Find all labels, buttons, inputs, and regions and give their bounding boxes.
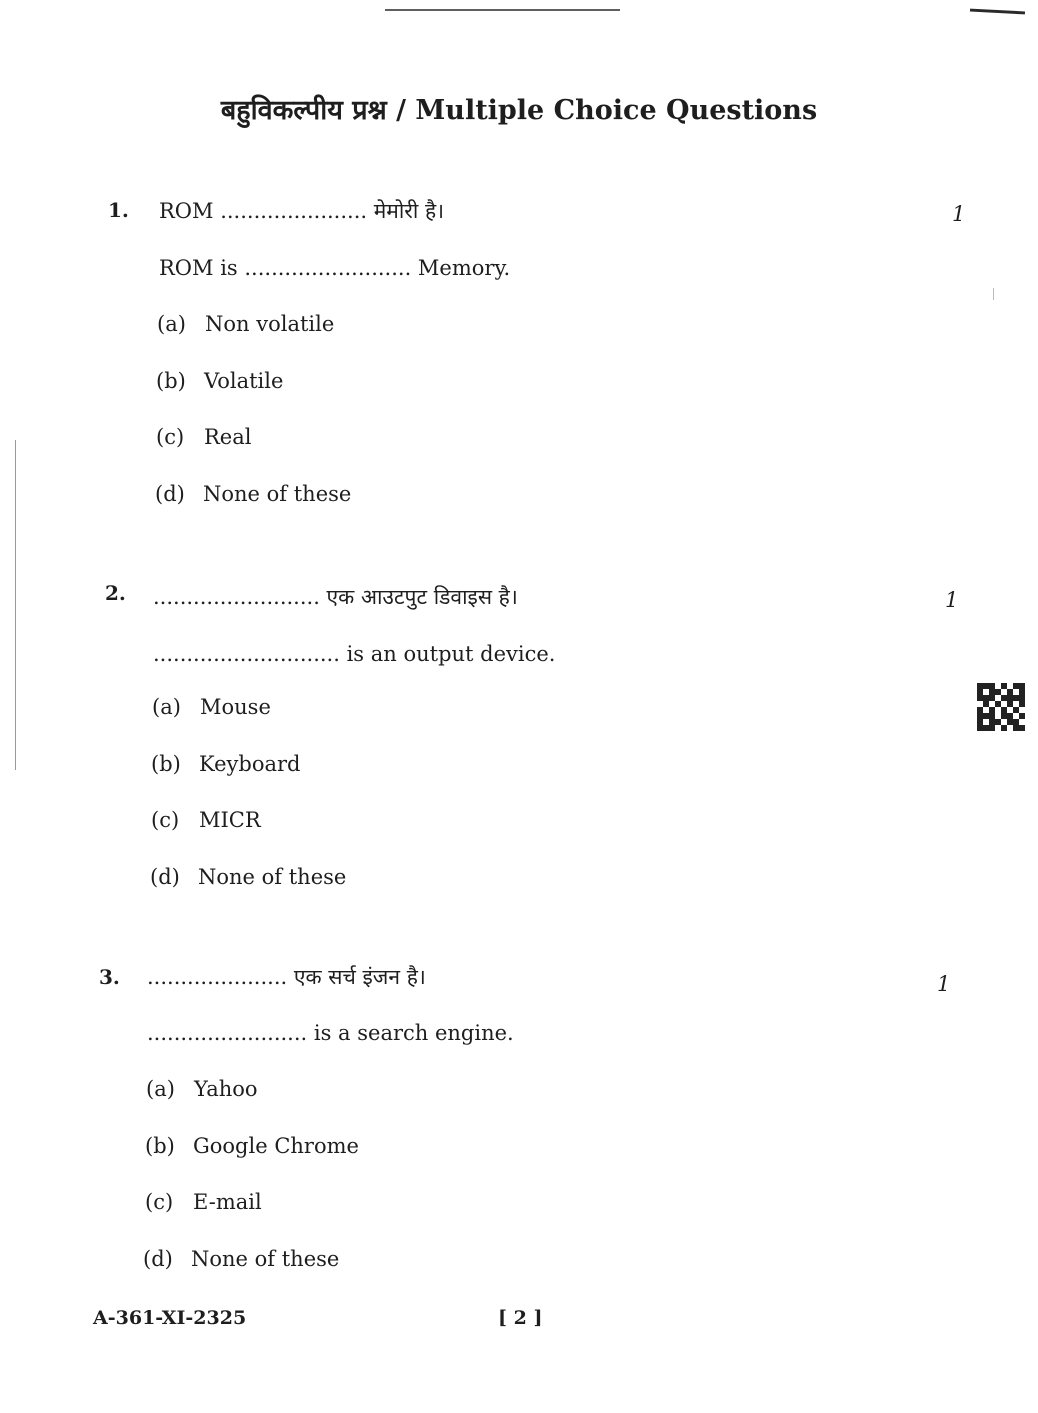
option-text: None of these bbox=[203, 482, 352, 506]
option-label: (a) bbox=[157, 312, 186, 336]
option-text: MICR bbox=[199, 808, 261, 832]
option-text: Yahoo bbox=[194, 1077, 258, 1101]
question-marks: 1 bbox=[937, 972, 951, 996]
option-label: (b) bbox=[156, 369, 186, 393]
option-c bbox=[151, 808, 261, 832]
question-hindi: ROM ...................... मेमोरी है। bbox=[159, 199, 445, 223]
left-binding-edge bbox=[15, 440, 16, 770]
question-number: 3. bbox=[99, 965, 120, 989]
option-label: (d) bbox=[143, 1247, 173, 1271]
option-label: (c) bbox=[156, 425, 185, 449]
option-label: (b) bbox=[145, 1134, 175, 1158]
option-label: (a) bbox=[146, 1077, 175, 1101]
question-marks: 1 bbox=[952, 202, 966, 226]
option-text: Keyboard bbox=[199, 752, 301, 776]
qr-code-icon bbox=[977, 683, 1025, 731]
question-number: 2. bbox=[105, 581, 126, 605]
paper-code: A-361-XI-2325 bbox=[93, 1307, 247, 1329]
option-d bbox=[155, 482, 351, 506]
question-english: ............................ is an output device. bbox=[153, 642, 556, 666]
option-c bbox=[156, 425, 251, 449]
option-text: Real bbox=[204, 425, 252, 449]
option-a bbox=[146, 1077, 258, 1101]
question-marks: 1 bbox=[945, 588, 959, 612]
question-number: 1. bbox=[108, 198, 129, 222]
option-text: Google Chrome bbox=[193, 1134, 359, 1158]
option-label: (b) bbox=[151, 752, 181, 776]
option-text: E-mail bbox=[193, 1190, 262, 1214]
option-c bbox=[145, 1190, 262, 1214]
question-hindi: ..................... एक सर्च इंजन है। bbox=[147, 965, 426, 989]
option-d bbox=[150, 865, 346, 889]
option-label: (c) bbox=[151, 808, 180, 832]
option-b bbox=[156, 369, 283, 393]
question-hindi: ......................... एक आउटपुट डिवाइस है। bbox=[153, 585, 518, 609]
option-a bbox=[152, 695, 271, 719]
question-english: ROM is ......................... Memory. bbox=[159, 256, 511, 280]
option-label: (c) bbox=[145, 1190, 174, 1214]
option-text: None of these bbox=[191, 1247, 340, 1271]
option-text: Volatile bbox=[204, 369, 284, 393]
option-label: (d) bbox=[150, 865, 180, 889]
option-text: Non volatile bbox=[205, 312, 335, 336]
page-title: बहुविकल्पीय प्रश्न / Multiple Choice Questions bbox=[220, 95, 818, 126]
right-scan-mark bbox=[993, 288, 994, 300]
option-a bbox=[157, 312, 334, 336]
top-scan-rule bbox=[385, 9, 620, 11]
corner-scan-mark bbox=[970, 9, 1025, 15]
option-label: (d) bbox=[155, 482, 185, 506]
option-label: (a) bbox=[152, 695, 181, 719]
option-b bbox=[145, 1134, 359, 1158]
option-b bbox=[151, 752, 301, 776]
question-english: ........................ is a search engine. bbox=[147, 1021, 514, 1045]
option-d bbox=[143, 1247, 339, 1271]
option-text: Mouse bbox=[200, 695, 271, 719]
option-text: None of these bbox=[198, 865, 347, 889]
page-number: [ 2 ] bbox=[498, 1307, 543, 1329]
